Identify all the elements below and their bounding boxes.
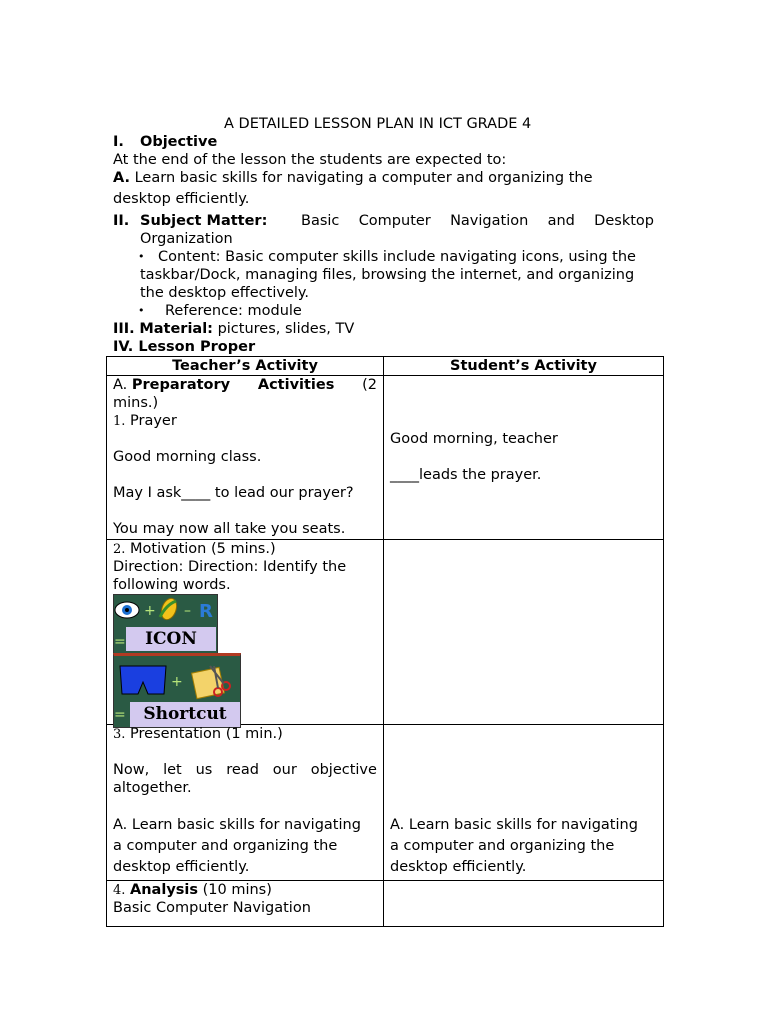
prep-cont: mins.) (113, 395, 159, 411)
teacher-objective-line3: desktop efficiently. (113, 859, 250, 875)
step-number: 1. (113, 414, 126, 429)
prep-bold1: Preparatory (131, 377, 231, 393)
now-word: read (226, 762, 259, 778)
plus-sign: + (144, 603, 156, 619)
step-label: Motivation (5 mins.) (130, 541, 276, 557)
subject-numeral: II. (113, 213, 130, 229)
teacher-ask: May I ask____ to lead our prayer? (113, 485, 354, 501)
prep-prefix: A. (113, 377, 128, 393)
motivation-step (113, 540, 276, 559)
step-number: 2. (113, 542, 126, 557)
lesson-proper-line (113, 338, 255, 356)
student-cell (384, 540, 664, 725)
page-title: A DETAILED LESSON PLAN IN ICT GRADE 4 (224, 116, 532, 132)
table-row (107, 725, 664, 881)
letter-r: R (199, 601, 213, 622)
presentation-altogether: altogether. (113, 780, 192, 796)
subject-line1 (301, 212, 654, 230)
lesson-numeral: IV. (113, 339, 134, 355)
reference-line: Reference: module (165, 303, 302, 319)
material-heading: Material: (139, 321, 213, 337)
subject-word: and (547, 213, 575, 229)
subject-word: Desktop (594, 213, 654, 229)
teacher-cell (107, 540, 384, 725)
teacher-cell (107, 725, 384, 881)
teacher-cell (107, 376, 384, 540)
prep-paren: (2 (362, 377, 377, 393)
subject-heading: Subject Matter: (140, 213, 268, 229)
subject-line2: Organization (140, 231, 233, 247)
objective-a-line2: desktop efficiently. (113, 191, 250, 207)
equals-sign: = (114, 634, 126, 650)
motivation-direction: Direction: Direction: Identify the (113, 559, 347, 575)
motivation-direction-2: following words. (113, 577, 231, 593)
analysis-bold: Analysis (130, 882, 198, 898)
objective-numeral: I. (113, 134, 124, 150)
equals-sign: = (114, 707, 126, 723)
objective-a-text: Learn basic skills for navigating a computer and organizing the (134, 170, 593, 186)
student-prayer: ____leads the prayer. (390, 467, 542, 483)
analysis-step (113, 881, 272, 900)
student-cell (384, 725, 664, 881)
table-row (107, 376, 664, 540)
subject-word: Basic (301, 213, 340, 229)
student-cell (384, 376, 664, 540)
student-greeting: Good morning, teacher (390, 431, 558, 447)
teacher-greeting: Good morning class. (113, 449, 262, 465)
content-line2: taskbar/Dock, managing files, browsing the internet, and organizing (140, 267, 635, 283)
teacher-header: Teacher’s Activity (107, 357, 384, 376)
teacher-objective-line2: a computer and organizing the (113, 838, 338, 854)
analysis-rest: (10 mins) (202, 882, 272, 898)
prayer-step (113, 412, 177, 431)
student-objective-line1: A. Learn basic skills for navigating (390, 817, 638, 833)
now-word: let (163, 762, 182, 778)
bullet-icon: • (138, 250, 145, 263)
activity-table (106, 356, 664, 927)
shortcut-rebus-picture (113, 653, 241, 728)
bullet-icon: • (138, 304, 145, 317)
prep-label (113, 376, 377, 394)
objective-intro: At the end of the lesson the students are expected to: (113, 152, 507, 168)
teacher-cell (107, 881, 384, 927)
analysis-line1: Basic Computer Navigation (113, 900, 311, 916)
icon-answer-label: ICON (126, 627, 216, 651)
shortcut-answer-label: Shortcut (130, 702, 240, 727)
now-word: Now, (113, 762, 150, 778)
objective-a-line1 (113, 169, 593, 187)
content-line3: the desktop effectively. (140, 285, 310, 301)
step-number: 3. (113, 727, 126, 742)
student-header: Student’s Activity (384, 357, 664, 376)
shorts-cut-icon (114, 656, 240, 700)
objective-a-label: A. (113, 170, 130, 186)
objective-heading: Objective (140, 134, 218, 150)
content-line1: Content: Basic computer skills include navigating icons, using the (158, 249, 636, 265)
table-row (107, 540, 664, 725)
material-line (113, 320, 354, 338)
plus-sign: + (171, 674, 183, 690)
teacher-seats: You may now all take you seats. (113, 521, 346, 537)
minus-sign: – (184, 603, 191, 619)
step-label: Prayer (130, 413, 177, 429)
prep-bold2: Activities (257, 377, 335, 393)
now-word: objective (310, 762, 377, 778)
material-text: pictures, slides, TV (217, 321, 355, 337)
subject-word: Navigation (450, 213, 529, 229)
eye-corn-icon (114, 595, 217, 625)
student-cell (384, 881, 664, 927)
teacher-objective-line1: A. Learn basic skills for navigating (113, 817, 361, 833)
material-numeral: III. (113, 321, 135, 337)
table-header-row (107, 357, 664, 376)
table-row (107, 881, 664, 927)
presentation-now-line (113, 761, 377, 779)
now-word: our (272, 762, 297, 778)
student-objective-line3: desktop efficiently. (390, 859, 527, 875)
icon-rebus-picture (113, 594, 218, 654)
lesson-heading: Lesson Proper (138, 339, 256, 355)
presentation-step (113, 725, 283, 744)
now-word: us (195, 762, 213, 778)
step-label: Presentation (1 min.) (130, 726, 283, 742)
step-number: 4. (113, 883, 126, 898)
subject-word: Computer (358, 213, 431, 229)
student-objective-line2: a computer and organizing the (390, 838, 615, 854)
prep-line (113, 376, 230, 394)
